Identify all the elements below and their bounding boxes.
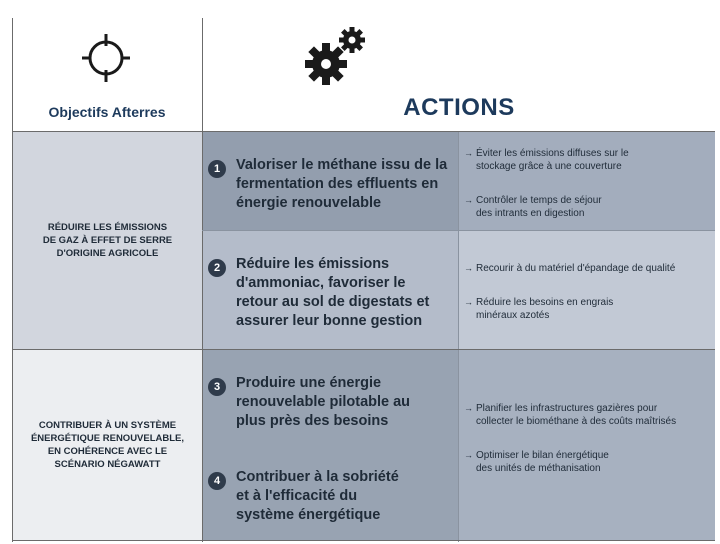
detail-item: → Éviter les émissions diffuses sur le stockage grâce à une couverture xyxy=(464,147,629,173)
action-item-3 xyxy=(208,374,410,431)
detail-cell-2 xyxy=(459,231,715,349)
number-badge: 2 xyxy=(208,259,226,277)
objective-cell-2 xyxy=(12,350,203,540)
detail-item: → Recourir à du matériel d'épandage de qualité xyxy=(464,262,675,275)
objective-2-text: CONTRIBUER À UN SYSTÈME ÉNERGÉTIQUE RENOUVELABLE, EN COHÉRENCE AVEC LE SCÉNARIO NÉGAWATT xyxy=(30,420,185,470)
number-badge: 4 xyxy=(208,472,226,490)
objectives-title: Objectifs Afterres xyxy=(48,104,166,120)
action-text: Valoriser le méthane issu de la fermentation des effluents en énergie renouvelable xyxy=(236,157,448,211)
detail-item: → Réduire les besoins en engrais minéraux azotés xyxy=(464,296,613,322)
number-badge: 1 xyxy=(208,160,226,178)
detail-cell-3 xyxy=(459,350,715,540)
number-badge: 3 xyxy=(208,378,226,396)
action-item-1 xyxy=(208,156,447,213)
objective-1-text: RÉDUIRE LES ÉMISSIONS DE GAZ À EFFET DE SERRE D'ORIGINE AGRICOLE xyxy=(42,222,173,259)
action-item-2 xyxy=(208,255,429,331)
actions-title: ACTIONS xyxy=(403,94,515,121)
action-text: Réduire les émissions d'ammoniac, favoriser le retour au sol de digestats et assurer leur bonne gestion xyxy=(236,256,430,329)
objective-cell-1 xyxy=(12,132,203,349)
crosshair-icon xyxy=(80,32,132,84)
action-item-4 xyxy=(208,468,399,525)
action-text: Produire une énergie renouvelable pilotable au plus près des besoins xyxy=(236,375,411,429)
detail-item: → Optimiser le bilan énergétique des unités de méthanisation xyxy=(464,449,609,475)
gears-icon xyxy=(302,26,372,88)
action-text: Contribuer à la sobriété et à l'efficacité du système énergétique xyxy=(236,469,399,523)
detail-item: → Contrôler le temps de séjour des intrants en digestion xyxy=(464,194,602,220)
detail-item: → Planifier les infrastructures gazières pour collecter le biométhane à des coûts maîtrisés xyxy=(464,402,676,428)
